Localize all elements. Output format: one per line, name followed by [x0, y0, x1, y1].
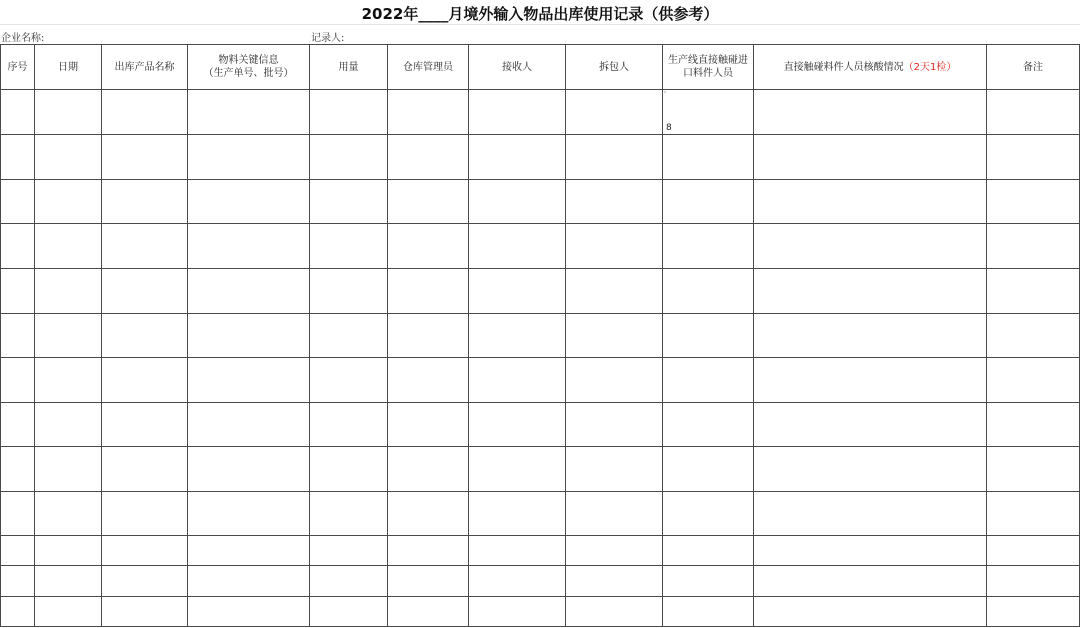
table-cell[interactable] [102, 566, 188, 597]
table-cell[interactable] [388, 135, 469, 180]
table-cell[interactable] [469, 597, 566, 627]
table-cell[interactable] [469, 566, 566, 597]
page-title: 2022年____月境外输入物品出库使用记录（供参考） [361, 5, 719, 23]
table-cell[interactable] [566, 597, 663, 627]
table-cell[interactable] [987, 597, 1080, 627]
table-row [1, 492, 1080, 536]
table-cell[interactable] [754, 314, 987, 358]
table-cell[interactable] [35, 597, 102, 627]
table-cell[interactable] [310, 180, 388, 224]
table-cell[interactable] [310, 135, 388, 180]
table-row [1, 536, 1080, 566]
table-cell[interactable] [388, 566, 469, 597]
table-cell[interactable] [188, 314, 310, 358]
header-remark: 备注 [987, 45, 1080, 90]
table-cell[interactable] [566, 358, 663, 403]
table-cell[interactable] [987, 269, 1080, 314]
table-cell[interactable] [566, 536, 663, 566]
table-cell[interactable] [663, 269, 754, 314]
table-cell[interactable] [102, 135, 188, 180]
table-cell[interactable] [987, 492, 1080, 536]
table-cell[interactable] [102, 358, 188, 403]
table-cell[interactable] [102, 492, 188, 536]
table-cell[interactable] [1, 180, 35, 224]
table-cell[interactable] [469, 90, 566, 135]
table-row [1, 135, 1080, 180]
table-cell[interactable] [35, 358, 102, 403]
table-cell[interactable] [987, 90, 1080, 135]
table-cell[interactable] [310, 90, 388, 135]
table-cell[interactable] [188, 224, 310, 269]
table-cell[interactable] [1, 224, 35, 269]
table-cell[interactable] [310, 536, 388, 566]
table-cell[interactable] [388, 358, 469, 403]
table-cell[interactable] [188, 597, 310, 627]
table-cell[interactable] [754, 135, 987, 180]
header-test-main: 直接触碰料件人员核酸情况 [783, 61, 904, 73]
header-seq: 序号 [1, 45, 35, 90]
table-cell[interactable] [663, 403, 754, 447]
header-contact-line2: 口料件人员 [683, 68, 733, 79]
table-cell[interactable] [1, 597, 35, 627]
table-row [1, 447, 1080, 492]
table-cell[interactable] [188, 447, 310, 492]
table-cell[interactable] [987, 180, 1080, 224]
table-cell[interactable] [566, 135, 663, 180]
table-cell[interactable] [35, 90, 102, 135]
header-receiver: 接收人 [469, 45, 566, 90]
table-cell[interactable] [188, 566, 310, 597]
table-cell[interactable] [987, 536, 1080, 566]
table-cell[interactable] [469, 314, 566, 358]
table-cell[interactable] [754, 492, 987, 536]
table-cell[interactable] [188, 90, 310, 135]
table-cell[interactable] [663, 536, 754, 566]
table-row [1, 597, 1080, 627]
table-cell[interactable] [987, 135, 1080, 180]
table-cell[interactable] [754, 224, 987, 269]
header-row [1, 45, 1080, 90]
table-cell[interactable] [987, 358, 1080, 403]
company-name-label: 企业名称: [1, 33, 45, 44]
table-cell[interactable] [754, 90, 987, 135]
header-contact-line1: 生产线直接触碰进 [668, 55, 748, 66]
table-cell[interactable] [566, 314, 663, 358]
header-unpacker: 拆包人 [566, 45, 663, 90]
table-row [1, 403, 1080, 447]
table-cell[interactable] [566, 566, 663, 597]
table-cell[interactable] [1, 90, 35, 135]
table-cell[interactable] [1, 492, 35, 536]
table-cell[interactable] [388, 90, 469, 135]
table-cell[interactable] [754, 597, 987, 627]
table-cell[interactable] [310, 566, 388, 597]
table-cell[interactable] [310, 358, 388, 403]
header-contact-staff [663, 45, 754, 90]
table-row [1, 224, 1080, 269]
table-cell[interactable] [35, 447, 102, 492]
table-cell[interactable] [188, 403, 310, 447]
header-warehouse-keeper: 仓库管理员 [388, 45, 469, 90]
table-cell[interactable] [35, 224, 102, 269]
header-material-line1: 物料关键信息 [218, 55, 279, 66]
record-table [0, 44, 1080, 627]
table-row [1, 358, 1080, 403]
table-row [1, 314, 1080, 358]
table-cell[interactable] [35, 566, 102, 597]
table-cell[interactable] [754, 180, 987, 224]
table-cell[interactable] [310, 492, 388, 536]
table-cell[interactable] [469, 447, 566, 492]
table-cell[interactable] [310, 224, 388, 269]
table-cell[interactable] [102, 314, 188, 358]
table-row [1, 269, 1080, 314]
table-cell[interactable] [388, 180, 469, 224]
table-cell[interactable] [388, 447, 469, 492]
table-cell[interactable] [35, 314, 102, 358]
table-cell[interactable] [663, 90, 754, 135]
table-cell[interactable] [469, 492, 566, 536]
table-cell[interactable] [310, 447, 388, 492]
header-product: 出库产品名称 [102, 45, 188, 90]
table-cell[interactable] [1, 358, 35, 403]
table-cell[interactable] [754, 536, 987, 566]
table-cell[interactable] [754, 358, 987, 403]
table-cell[interactable] [35, 403, 102, 447]
header-nucleic-test [754, 45, 987, 90]
table-cell[interactable] [188, 180, 310, 224]
table-cell[interactable] [469, 358, 566, 403]
table-cell[interactable] [388, 314, 469, 358]
table-cell[interactable] [35, 492, 102, 536]
table-row [1, 566, 1080, 597]
table-row [1, 90, 1080, 135]
table-cell[interactable] [388, 597, 469, 627]
table-cell[interactable] [35, 180, 102, 224]
table-cell[interactable] [663, 447, 754, 492]
table-cell[interactable] [987, 224, 1080, 269]
table-cell[interactable] [102, 447, 188, 492]
table-cell[interactable] [388, 403, 469, 447]
table-cell[interactable] [102, 536, 188, 566]
table-cell[interactable] [102, 180, 188, 224]
table-cell[interactable] [188, 536, 310, 566]
header-material-line2: （生产单号、批号） [203, 68, 294, 79]
table-cell[interactable] [469, 536, 566, 566]
table-cell[interactable] [663, 314, 754, 358]
table-cell[interactable] [310, 269, 388, 314]
header-date: 日期 [35, 45, 102, 90]
header-material-info [188, 45, 310, 90]
table-cell[interactable] [388, 536, 469, 566]
table-cell[interactable] [310, 314, 388, 358]
table-cell[interactable] [663, 180, 754, 224]
recorder-label: 记录人: [311, 33, 345, 44]
table-cell[interactable] [663, 566, 754, 597]
table-cell[interactable] [566, 492, 663, 536]
table-cell[interactable] [663, 492, 754, 536]
table-cell[interactable] [987, 566, 1080, 597]
table-cell[interactable] [1, 269, 35, 314]
table-cell[interactable] [102, 90, 188, 135]
table-cell[interactable] [310, 403, 388, 447]
table-cell[interactable] [566, 447, 663, 492]
table-cell[interactable] [754, 566, 987, 597]
table-cell[interactable] [566, 180, 663, 224]
table-cell[interactable] [1, 403, 35, 447]
table-cell[interactable] [310, 597, 388, 627]
header-amount: 用量 [310, 45, 388, 90]
cell-value: 8 [666, 123, 672, 133]
table-cell[interactable] [566, 403, 663, 447]
table-cell[interactable] [388, 269, 469, 314]
cell-mark: ' [664, 90, 666, 98]
table-cell[interactable] [469, 135, 566, 180]
table-cell[interactable] [102, 403, 188, 447]
table-cell[interactable] [469, 403, 566, 447]
table-cell[interactable] [663, 224, 754, 269]
table-cell[interactable] [754, 447, 987, 492]
table-cell[interactable] [388, 224, 469, 269]
table-cell[interactable] [1, 566, 35, 597]
table-cell[interactable] [1, 314, 35, 358]
table-cell[interactable] [469, 224, 566, 269]
table-cell[interactable] [35, 536, 102, 566]
table-cell[interactable] [663, 358, 754, 403]
table-cell[interactable] [188, 135, 310, 180]
table-cell[interactable] [566, 269, 663, 314]
table-cell[interactable] [35, 269, 102, 314]
table-cell[interactable] [1, 536, 35, 566]
table-cell[interactable] [566, 224, 663, 269]
table-cell[interactable] [388, 492, 469, 536]
table-cell[interactable] [469, 180, 566, 224]
table-cell[interactable] [663, 135, 754, 180]
table-cell[interactable] [754, 269, 987, 314]
table-cell[interactable] [102, 269, 188, 314]
table-cell[interactable] [469, 269, 566, 314]
table-cell[interactable] [754, 403, 987, 447]
table-cell[interactable] [987, 314, 1080, 358]
table-cell[interactable] [35, 135, 102, 180]
table-cell[interactable] [102, 597, 188, 627]
table-cell[interactable] [987, 403, 1080, 447]
header-test-note: （2天1检） [903, 61, 957, 73]
table-cell[interactable] [102, 224, 188, 269]
table-cell[interactable] [1, 135, 35, 180]
table-row [1, 180, 1080, 224]
table-cell[interactable] [188, 492, 310, 536]
table-cell[interactable] [663, 597, 754, 627]
table-cell[interactable] [188, 358, 310, 403]
table-cell[interactable] [987, 447, 1080, 492]
table-cell[interactable] [1, 447, 35, 492]
table-cell[interactable] [188, 269, 310, 314]
table-cell[interactable] [566, 90, 663, 135]
